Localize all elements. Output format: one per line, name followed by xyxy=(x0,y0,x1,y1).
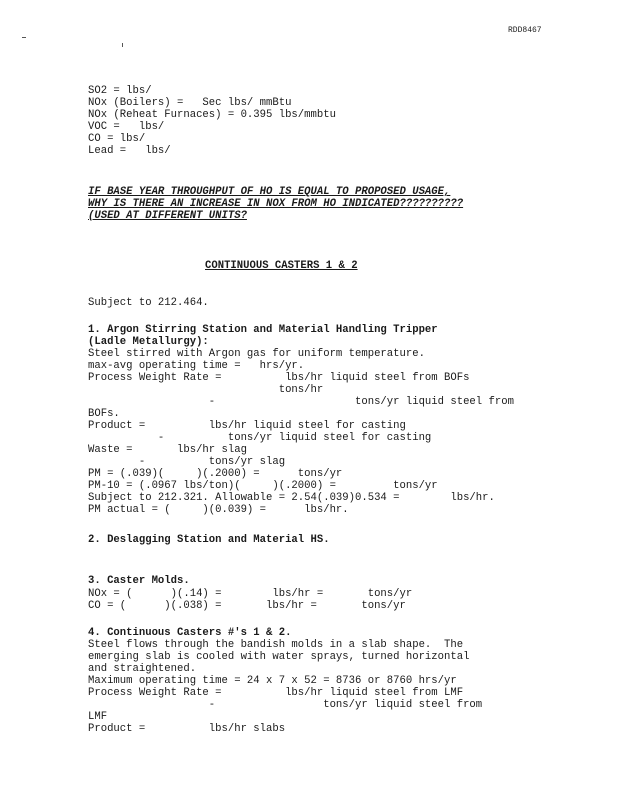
item-1-line: max-avg operating time = hrs/yr. xyxy=(88,360,305,372)
item-4-line: Maximum operating time = 24 x 7 x 52 = 8736 or 8760 hrs/yr xyxy=(88,675,457,687)
co-line: CO = lbs/ xyxy=(88,133,146,145)
item-1-line: PM actual = ( )(0.039) = lbs/hr. xyxy=(88,504,349,516)
so2-line: SO2 = lbs/ xyxy=(88,85,152,97)
item-1-line: PM-10 = (.0967 lbs/ton)( )(.2000) = tons/yr xyxy=(88,480,438,492)
item-3-line: CO = ( )(.038) = lbs/hr = tons/yr xyxy=(88,600,406,612)
item-1-heading: 1. Argon Stirring Station and Material Handling Tripper xyxy=(88,324,438,336)
item-1-line: - tons/yr liquid steel for casting xyxy=(88,432,432,444)
scan-speck xyxy=(22,37,26,38)
section-title: CONTINUOUS CASTERS 1 & 2 xyxy=(205,260,358,272)
item-4-heading: 4. Continuous Casters #'s 1 & 2. xyxy=(88,627,292,639)
item-1-heading: (Ladle Metallurgy): xyxy=(88,336,209,348)
item-2-heading: 2. Deslagging Station and Material HS. xyxy=(88,534,330,546)
voc-line: VOC = lbs/ xyxy=(88,121,165,133)
item-3-line: NOx = ( )(.14) = lbs/hr = tons/yr xyxy=(88,588,413,600)
item-1-line: tons/hr xyxy=(88,384,324,396)
item-4-line: emerging slab is cooled with water sprays, turned horizontal xyxy=(88,651,470,663)
item-4-line: Steel flows through the bandish molds in a slab shape. The xyxy=(88,639,464,651)
subject-line: Subject to 212.464. xyxy=(88,297,209,309)
question-line: (USED AT DIFFERENT UNITS? xyxy=(88,210,247,222)
scan-speck xyxy=(122,43,123,47)
item-1-line: Subject to 212.321. Allowable = 2.54(.039)0.534 = lbs/hr. xyxy=(88,492,495,504)
item-1-line: - tons/yr slag xyxy=(88,456,286,468)
question-line: WHY IS THERE AN INCREASE IN NOX FROM HO INDICATED?????????? xyxy=(88,198,464,210)
item-3-heading: 3. Caster Molds. xyxy=(88,575,190,587)
item-4-line: LMF xyxy=(88,711,108,723)
nox-reheat-line: NOx (Reheat Furnaces) = 0.395 lbs/mmbtu xyxy=(88,109,336,121)
item-4-line: - tons/yr liquid steel from xyxy=(88,699,483,711)
item-1-line: Product = lbs/hr liquid steel for casting xyxy=(88,420,406,432)
item-4-line: Product = lbs/hr slabs xyxy=(88,723,286,735)
item-1-line: Steel stirred with Argon gas for uniform temperature. xyxy=(88,348,425,360)
nox-boilers-line: NOx (Boilers) = Sec lbs/ mmBtu xyxy=(88,97,292,109)
item-1-line: BOFs. xyxy=(88,408,120,420)
item-1-line: PM = (.039)( )(.2000) = tons/yr xyxy=(88,468,343,480)
item-4-line: Process Weight Rate = lbs/hr liquid steel from LMF xyxy=(88,687,464,699)
document-id: RDD8467 xyxy=(508,26,542,35)
item-1-line: - tons/yr liquid steel from xyxy=(88,396,514,408)
lead-line: Lead = lbs/ xyxy=(88,145,171,157)
item-4-line: and straightened. xyxy=(88,663,197,675)
question-line: IF BASE YEAR THROUGHPUT OF HO IS EQUAL TO PROPOSED USAGE, xyxy=(88,186,451,198)
item-1-line: Waste = lbs/hr slag xyxy=(88,444,247,456)
item-1-line: Process Weight Rate = lbs/hr liquid steel from BOFs xyxy=(88,372,470,384)
